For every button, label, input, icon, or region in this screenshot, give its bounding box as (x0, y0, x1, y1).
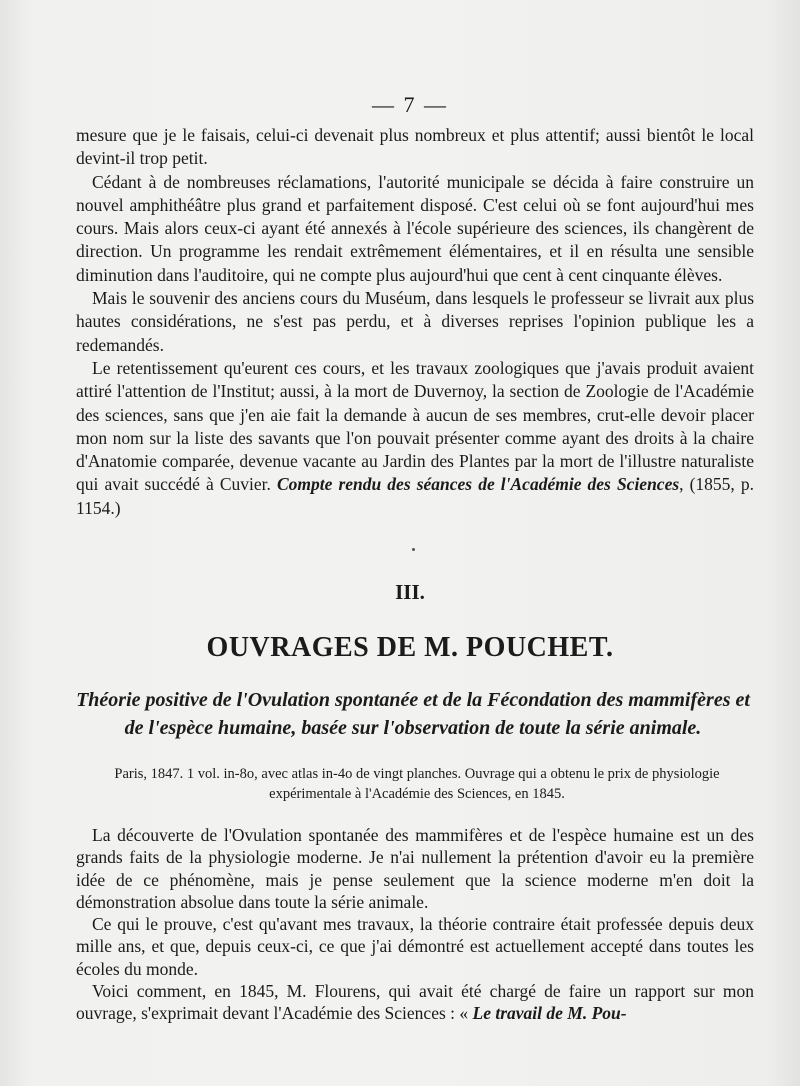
body-text-top (76, 124, 754, 520)
book-title-line: Théorie positive de l'Ovulation spontanée et de la Fécondation des mammifères et (76, 689, 750, 711)
ink-speck (412, 548, 415, 551)
book-note-line: expérimentale à l'Académie des Sciences, en 1845. (269, 786, 565, 802)
paragraph-text: Le retentissement qu'eurent ces cours, et les travaux zoologiques que j'avais produit avaient attiré l'attention de l'Institut; aussi, à la mort de Duvernoy, la section de Zoologie de l'Académie des sciences, sans que j'en aie fait la demande à aucun de ses membres, crut-elle devoir placer mon nom sur la liste des savants que l'on pouvait présenter comme ayant des droits à la chaire d'Anatomie comparée, devenue vacante au Jardin des Plantes par la mort de l'illustre naturaliste qui avait succédé à Cuvier. (76, 357, 754, 495)
paragraph-text: Voici comment, en 1845, M. Flourens, qui avait été chargé de faire un rapport sur mon ouvrage, s'exprimait devant l'Académie des Sciences : « (76, 981, 754, 1024)
section-number: III. (395, 580, 425, 604)
page-number: — 7 — (372, 92, 448, 117)
book-title-line: de l'espèce humaine, basée sur l'observation de toute la série animale. (124, 717, 702, 739)
citation-source: Compte rendu des séances de l'Académie des Sciences (276, 474, 680, 495)
paragraph: Mais le souvenir des anciens cours du Muséum, dans lesquels le professeur se livrait aux plus hautes considérations, ne s'est pas perdu, et à diverses reprises l'opinion publique les a redemandés. (76, 288, 754, 355)
paragraph: mesure que je le faisais, celui-ci devenait plus nombreux et plus attentif; aussi bientôt le local devint-il trop petit. (76, 125, 754, 169)
paragraph (76, 980, 754, 1025)
paragraph (76, 357, 754, 520)
paragraph: Cédant à de nombreuses réclamations, l'autorité municipale se décida à faire construire un nouvel amphithéâtre plus grand et parfaitement disposé. C'est celui où se font aujourd'hui mes cours. Mais alors ceux-ci ayant été annexés à l'école supérieure des sciences, ils changèrent de direction. Un programme les rendait extrêmement élémentaires, et il en résulta une sensible diminution dans l'auditoire, qui ne compte plus aujourd'hui que cent à cent cinquante élèves. (76, 171, 754, 285)
book-note-line: Paris, 1847. 1 vol. in-8o, avec atlas in-4o de vingt planches. Ouvrage qui a obtenu le prix de physiologie (114, 766, 720, 782)
paragraph: La découverte de l'Ovulation spontanée des mammifères et de l'espèce humaine est un des grands faits de la physiologie moderne. Je n'ai nullement la prétention d'avoir eu la première idée de ce phénomène, mais je pense seulement que la science moderne m'en doit la démonstration absolue dans toute la série animale. (76, 825, 754, 912)
body-text-bottom (76, 824, 754, 1025)
quote-start: Le travail de M. Pou- (472, 1003, 627, 1024)
book-title (68, 686, 758, 742)
citation-details: , (1855, p. 1154.) (76, 474, 755, 518)
section-title: OUVRAGES DE M. POUCHET. (206, 632, 614, 663)
paragraph: Ce qui le prouve, c'est qu'avant mes travaux, la théorie contraire était professée depuis deux mille ans, et que, depuis ceux-ci, ce que j'ai démontré est actuellement accepté dans toutes les écoles du monde. (76, 914, 754, 979)
book-publication-note (72, 764, 762, 804)
